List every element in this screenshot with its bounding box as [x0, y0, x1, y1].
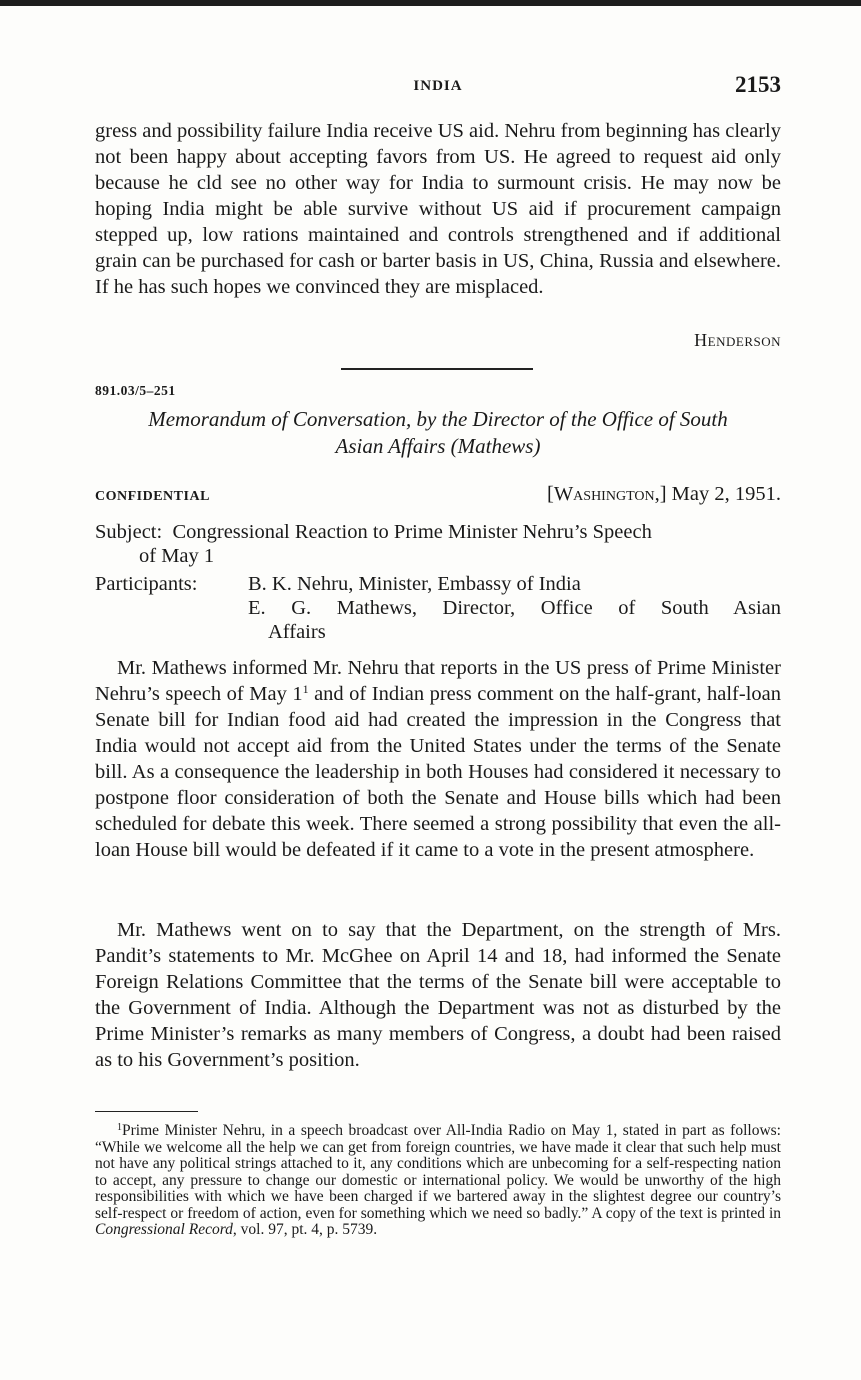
dateline-place: Washington,	[553, 483, 660, 505]
para2-text: Mr. Mathews went on to say that the Department, on the strength of Mrs. Pandit’s statements to Mr. McGhee on April 14 and 18, had informed the Senate Foreign Relations Committee that the terms of the Senate bill were acceptable to the Government of India. Although the Department was not as disturbed by the Prime Minister’s remarks as many members of Congress, a doubt had been raised as to his Government’s position.	[95, 919, 781, 1071]
subject-line2: of May 1	[139, 545, 215, 567]
dateline-date: May 2, 1951.	[671, 483, 781, 505]
footnote	[95, 1123, 781, 1239]
footnote-rule	[95, 1111, 198, 1112]
subject-label: Subject:	[95, 521, 163, 543]
para1-text-a: Mr. Mathews informed Mr. Nehru that reports in the US press of Prime Minister Nehru’s speech of May 1	[95, 657, 781, 705]
subject-block	[95, 520, 781, 568]
classification-label: CONFIDENTIAL	[95, 489, 210, 504]
telegram-continuation	[95, 118, 781, 300]
footnote-marker: 1	[117, 1122, 122, 1133]
subject-line1: Congressional Reaction to Prime Minister Nehru’s Speech	[172, 521, 652, 543]
file-number: 891.03/5–251	[95, 383, 176, 398]
section-divider	[341, 368, 533, 370]
memo-title-line2: Asian Affairs	[335, 434, 446, 458]
footnote-text-b: , vol. 97, pt. 4, p. 5739.	[232, 1221, 378, 1238]
participant-2-line2: Affairs	[268, 621, 326, 643]
para1-text-b: and of Indian press comment on the half-grant, half-loan Senate bill for Indian food aid had created the impression in the Congress that India would not accept aid from the United States under the terms of the Senate bill. As a consequence the leadership in both Houses had considered it necessary to postpone floor consideration of both the Senate and House bills which had been scheduled for debate this week. There seemed a strong possibility that even the all-loan House bill would be defeated if it came to a vote in the present atmosphere.	[95, 683, 781, 861]
footnote-source-title: Congressional Record	[95, 1221, 233, 1238]
telegram-signature: Henderson	[694, 330, 781, 350]
memo-title-author: Mathews	[457, 434, 534, 458]
participant-1: B. K. Nehru, Minister, Embassy of India	[248, 573, 581, 595]
telegram-paragraph: gress and possibility failure India receive US aid. Nehru from beginning has clearly not been happy about accepting favors from US. He agreed to request aid only because he cld see no other way for India to surmount crisis. He may now be hoping India might be able survive without US aid if procurement campaign stepped up, low rations maintained and controls strengthened and if additional grain can be purchased for cash or barter basis in US, China, Russia and elsewhere. If he has such hopes we convinced they are misplaced.	[95, 120, 781, 298]
memo-title-line1: Memorandum of Conversation, by the Director of the Office of South	[148, 407, 728, 431]
footnote-ref: 1	[302, 682, 309, 696]
participant-2-line1: E. G. Mathews, Director, Office of South Asian	[248, 597, 781, 619]
footnote-text-a: Prime Minister Nehru, in a speech broadcast over All-India Radio on May 1, stated in part as follows: “While we welcome all the help we can get from foreign countries, we have made it clear that such help must not have any political strings attached to it, any conditions which are unbecoming for a self-respecting nation to accept, any pressure to change our domestic or international policy. We would be unworthy of the high responsibilities with which we have been charged if we bartered away in the slightest degree our country’s self-respect or freedom of action, even for something which we need so badly.” A copy of the text is printed in	[95, 1122, 781, 1222]
participants-block	[95, 572, 781, 644]
memo-paragraph-1	[95, 655, 781, 863]
memo-title: Memorandum of Conversation, by the Director of the Office of South Asian Affairs (Mathews)	[148, 407, 728, 458]
running-title: INDIA	[413, 78, 463, 94]
memo-paragraph-2	[95, 917, 781, 1073]
participants-label: Participants:	[95, 573, 198, 595]
running-header	[95, 74, 781, 100]
dateline: [Washington,] May 2, 1951.	[547, 483, 781, 505]
scan-top-edge	[0, 0, 861, 6]
page-number: 2153	[735, 72, 781, 97]
